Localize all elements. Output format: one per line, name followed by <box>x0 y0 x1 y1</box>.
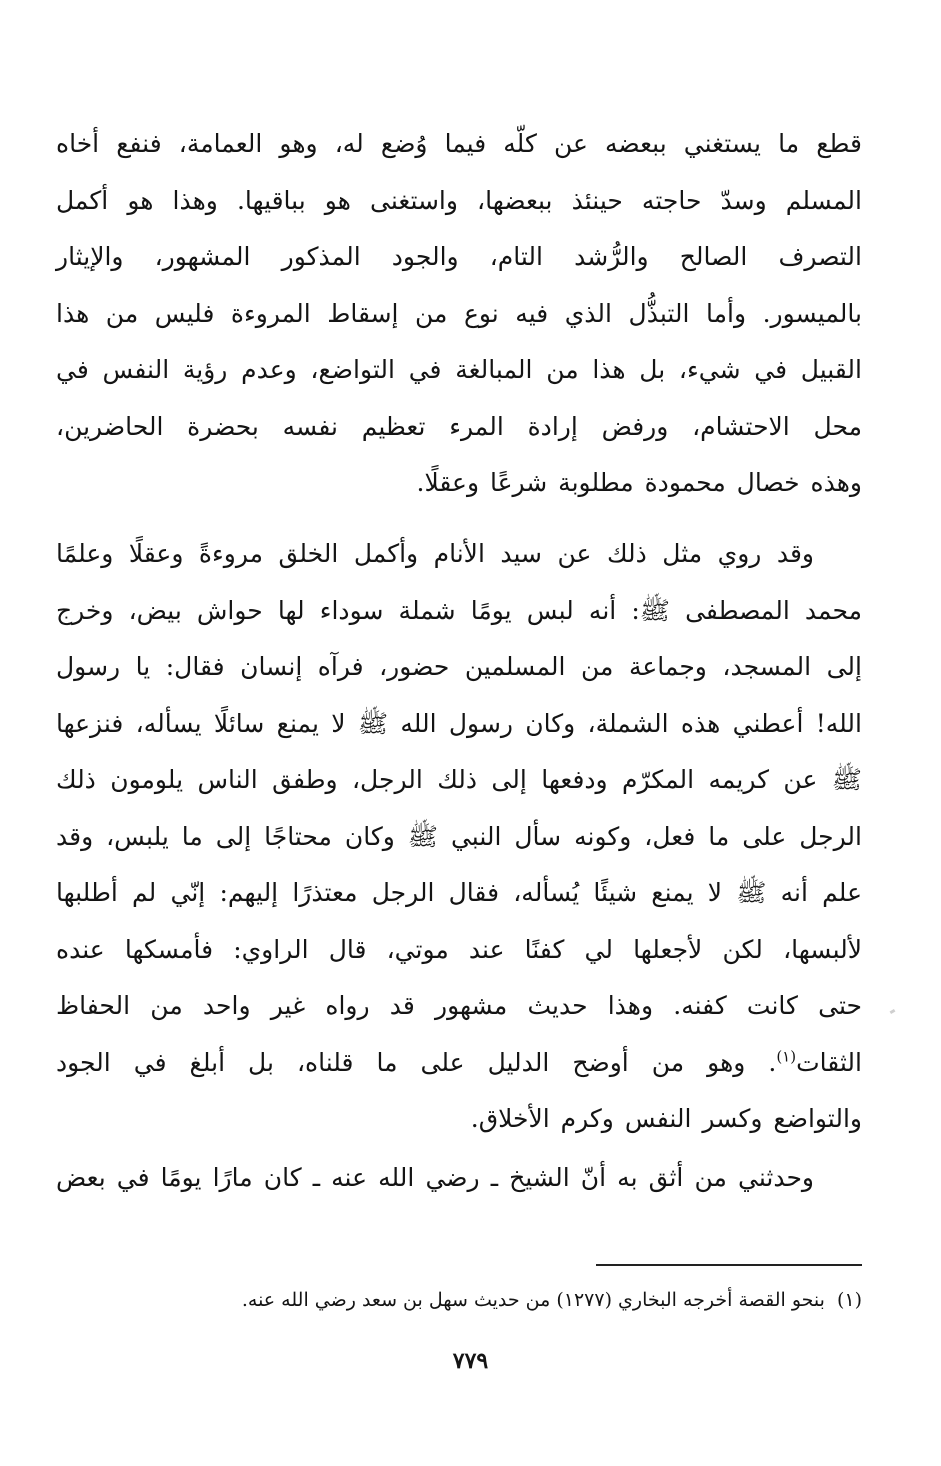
paragraph-2 <box>56 526 862 1148</box>
text-line: محمد المصطفى ﷺ: أنه لبس يومًا شملة سوداء لها حواش بيض، وخرج <box>56 595 862 625</box>
text-fragment: الثقات <box>796 1047 862 1077</box>
paragraph-3 <box>56 1150 862 1207</box>
text-line: وقد روي مثل ذلك عن سيد الأنام وأكمل الخلق مروءةً وعقلًا وعلمًا <box>56 539 814 568</box>
text-line: علم أنه ﷺ لا يمنع شيئًا يُسأله، فقال الرجل معتذرًا إليهم: إنّي لم أطلبها <box>56 878 862 907</box>
scan-speck <box>890 1009 896 1014</box>
text-line: بالميسور. وأما التبذُّل الذي فيه نوع من إسقاط المروءة فليس من هذا <box>56 298 862 328</box>
text-line: محل الاحتشام، ورفض إرادة المرء تعظيم نفسه بحضرة الحاضرين، <box>56 411 862 441</box>
text-line: وحدثني من أثق به أنّ الشيخ ـ رضي الله عنه ـ كان مارًا يومًا في بعض <box>56 1163 814 1192</box>
footnote-text: بنحو القصة أخرجه البخاري (١٢٧٧) من حديث سهل بن سعد رضي الله عنه. <box>241 1289 825 1311</box>
text-line: وهذه خصال محمودة مطلوبة شرعًا وعقلًا. <box>416 468 862 497</box>
text-line: لألبسها، لكن لأجعلها لي كفنًا عند موتي، قال الراوي: فأمسكها عنده <box>56 934 862 964</box>
text-line-with-footnote <box>56 1035 862 1092</box>
page-number: ٧٧٩ <box>452 1348 489 1374</box>
text-line: إلى المسجد، وجماعة من المسلمين حضور، فرآه إنسان فقال: يا رسول <box>56 652 862 681</box>
text-line: القبيل في شيء، بل هذا من المبالغة في التواضع، وعدم رؤية النفس في <box>56 355 862 384</box>
text-line: الله! أعطني هذه الشملة، وكان رسول الله ﷺ لا يمنع سائلًا يسأله، فنزعها <box>56 708 862 738</box>
text-line: ﷺ عن كريمه المكرّم ودفعها إلى ذلك الرجل، وطفق الناس يلومون ذلك <box>56 765 862 794</box>
footnote <box>56 1284 862 1316</box>
text-fragment: . وهو من أوضح الدليل على ما قلناه، بل أبلغ في الجود <box>56 1047 777 1077</box>
text-line: التصرف الصالح والرُّشد التام، والجود المذكور المشهور، والإيثار <box>56 242 862 271</box>
footnote-marker[interactable]: (١) <box>776 1047 797 1066</box>
paragraph-1 <box>56 116 862 512</box>
footnote-number: (١) <box>836 1289 862 1311</box>
footnote-divider <box>596 1264 862 1266</box>
text-line: حتى كانت كفنه. وهذا حديث مشهور قد رواه غير واحد من الحفاظ <box>56 991 862 1020</box>
text-line: الرجل على ما فعل، وكونه سأل النبي ﷺ وكان محتاجًا إلى ما يلبس، وقد <box>56 821 862 851</box>
text-line: والتواضع وكسر النفس وكرم الأخلاق. <box>470 1104 862 1133</box>
text-line: قطع ما يستغني ببعضه عن كلّه فيما وُضع له، وهو العمامة، فنفع أخاه <box>56 129 862 158</box>
text-line: المسلم وسدّ حاجته حينئذ ببعضها، واستغنى هو بباقيها. وهذا هو أكمل <box>56 185 862 215</box>
